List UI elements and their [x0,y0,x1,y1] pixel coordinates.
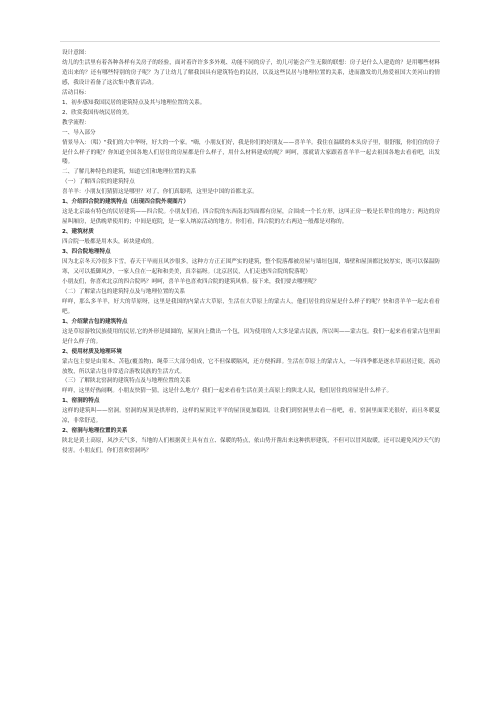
paragraph: 这样的建筑叫——窑洞。窑洞的屋顶是拱形的，这样的屋顶比平平的屋顶更加稳固。让我们到窑洞里去看一看吧，看，窑洞里面采光很好，而且冬暖夏凉，非常舒适。 [62,408,440,425]
paragraph: 1、介绍蒙古包的建筑特点 [62,318,128,325]
paragraph: 陕北是黄土高原，风沙天气多，当地的人们根据黄土具有直立、保暖的特点，依山势开凿出来这种拱形建筑，不但可以冒风取暖，还可以避免风沙天气的侵害。小朋友们，你们喜欢窑洞吗？ [62,438,440,455]
paragraph: （三）了解陕北窑洞的建筑特点及与地理位置的关系 [62,378,191,385]
document-body [62,49,440,457]
paragraph: 小朋友们，你喜欢北京的四合院吗？呵呵，喜羊羊也喜欢四合院的建筑风格。接下来，我们要去哪里呢？ [62,278,320,285]
paragraph: 2、使用材质及地理环境 [62,348,122,355]
paragraph: 2、窑洞与地理位置的关系 [62,428,128,435]
paragraph: 3、四合院地理特点 [62,249,111,256]
header-rule [60,41,440,42]
paragraph: 活动目标： [62,89,90,96]
paragraph: （二）了解蒙古包的建筑特点及与地理位置的关系 [62,288,186,295]
paragraph: 2、欣赏我国传统民居的美。 [62,109,133,116]
paragraph: 蒙古包主要是由架木、苫毡(覆盖物)、绳带三大部分组成，它不但保暖隔风，还方便拆卸。生活在草原上的蒙古人，一年四季都是逐水草而居迁徙，流动放牧，所以蒙古包非常适合游牧民族的生活方式。 [62,358,440,375]
paragraph: 因为北京冬天冷很多下雪，春天干旱雨且风沙很多，这种方方正正围严实的建筑，整个院落都被房屋与墙垣包围，墙壁和屋顶都比较厚实，既可以保温防寒，又可以抵御风沙，一家人住在一起和和美美，真幸福呀。（北京居民，人们走进四合院的院落呢） [62,259,440,275]
paragraph: 二、了解几种特色的建筑，知道它们和地理位置的关系 [62,169,197,176]
paragraph: 1、初步感知我国民居的建筑特点及其与地理位置的关系。 [62,99,206,106]
paragraph: 幼儿的生活里有着各种各样有关房子的经验，面对着许许多多外观、功能不同的房子，幼儿可能会产生无限的联想：房子是什么人建造的？是用哪些材料造出来的？还有哪些特别的房子呢？为了让幼儿了解我国具有建筑特色的民居，以及这些民居与地理位置的关系，进而激发幼儿热爱祖国大美河山的情感，我设计着备了这次集中教育活动。 [62,59,440,86]
paragraph: 1、窑洞的特点 [62,398,100,405]
paragraph: 一、导入部分 [62,129,96,136]
paragraph: 2、建筑材质 [62,229,94,236]
paragraph: 喜羊羊：小朋友们猜猜这是哪里？对了，你们真聪明，这里是中国的首都北京。 [62,189,258,196]
paragraph: （一）了解四合院的建筑特点 [62,179,135,186]
paragraph: 情景导入：（唱）"我们的大中华呀，好大的一个家。"嗨，小朋友们好，我是你们的好朋友——喜羊羊。我住在温暖的木头房子里，很舒服，你们住的房子是什么样子的呢？你知道全国各地人们居住的房屋都是什么样子，用什么材料建成的呢？呵呵，那就请大家跟着喜羊羊一起去祖国各地去看看吧，出发喽。 [62,139,440,166]
paragraph: 1、介绍四合院的建筑特点（出现四合院外观图片） [62,199,189,206]
paragraph: 这是北京最有特色的民居建筑——四合院。小朋友们看，四合院的东西南北四面都有房屋，合围成一个长方形，这叫正房一般是长辈住的地方；两边的房屋叫厢房，是供晚辈使用的；中间是庭院，是一家人纳凉活动的地方。你们看，四合院的左右两边一般都是对称的。 [62,209,440,226]
paragraph: 咩咩，那么多羊羊，好大的草原呀，这里是我国的内蒙古大草原，生活在大草原上的蒙古人，他们居住的房屋是什么样子的呢？快和喜羊羊一起去看看吧。 [62,298,440,315]
paragraph: 教学流程： [62,119,90,126]
paragraph: 设计意图： [62,50,90,56]
paragraph: 这是草原游牧民族使用的民居,它的外形是圆圆的，屋顶向上微出一个包，因为使用的人大多是蒙古民族，所以叫——蒙古包。我们一起来看看蒙古包里面是什么样子的。 [62,328,440,345]
paragraph: 咩咩，这里好热闹啊。小朋友快猜一猜，这是什么地方？我们一起来看看生活在黄土高原上的陕北人民，他们居住的房屋是什么样子。 [62,388,393,395]
paragraph: 四合院一般都是用木头，砖块建成的。 [62,239,158,246]
